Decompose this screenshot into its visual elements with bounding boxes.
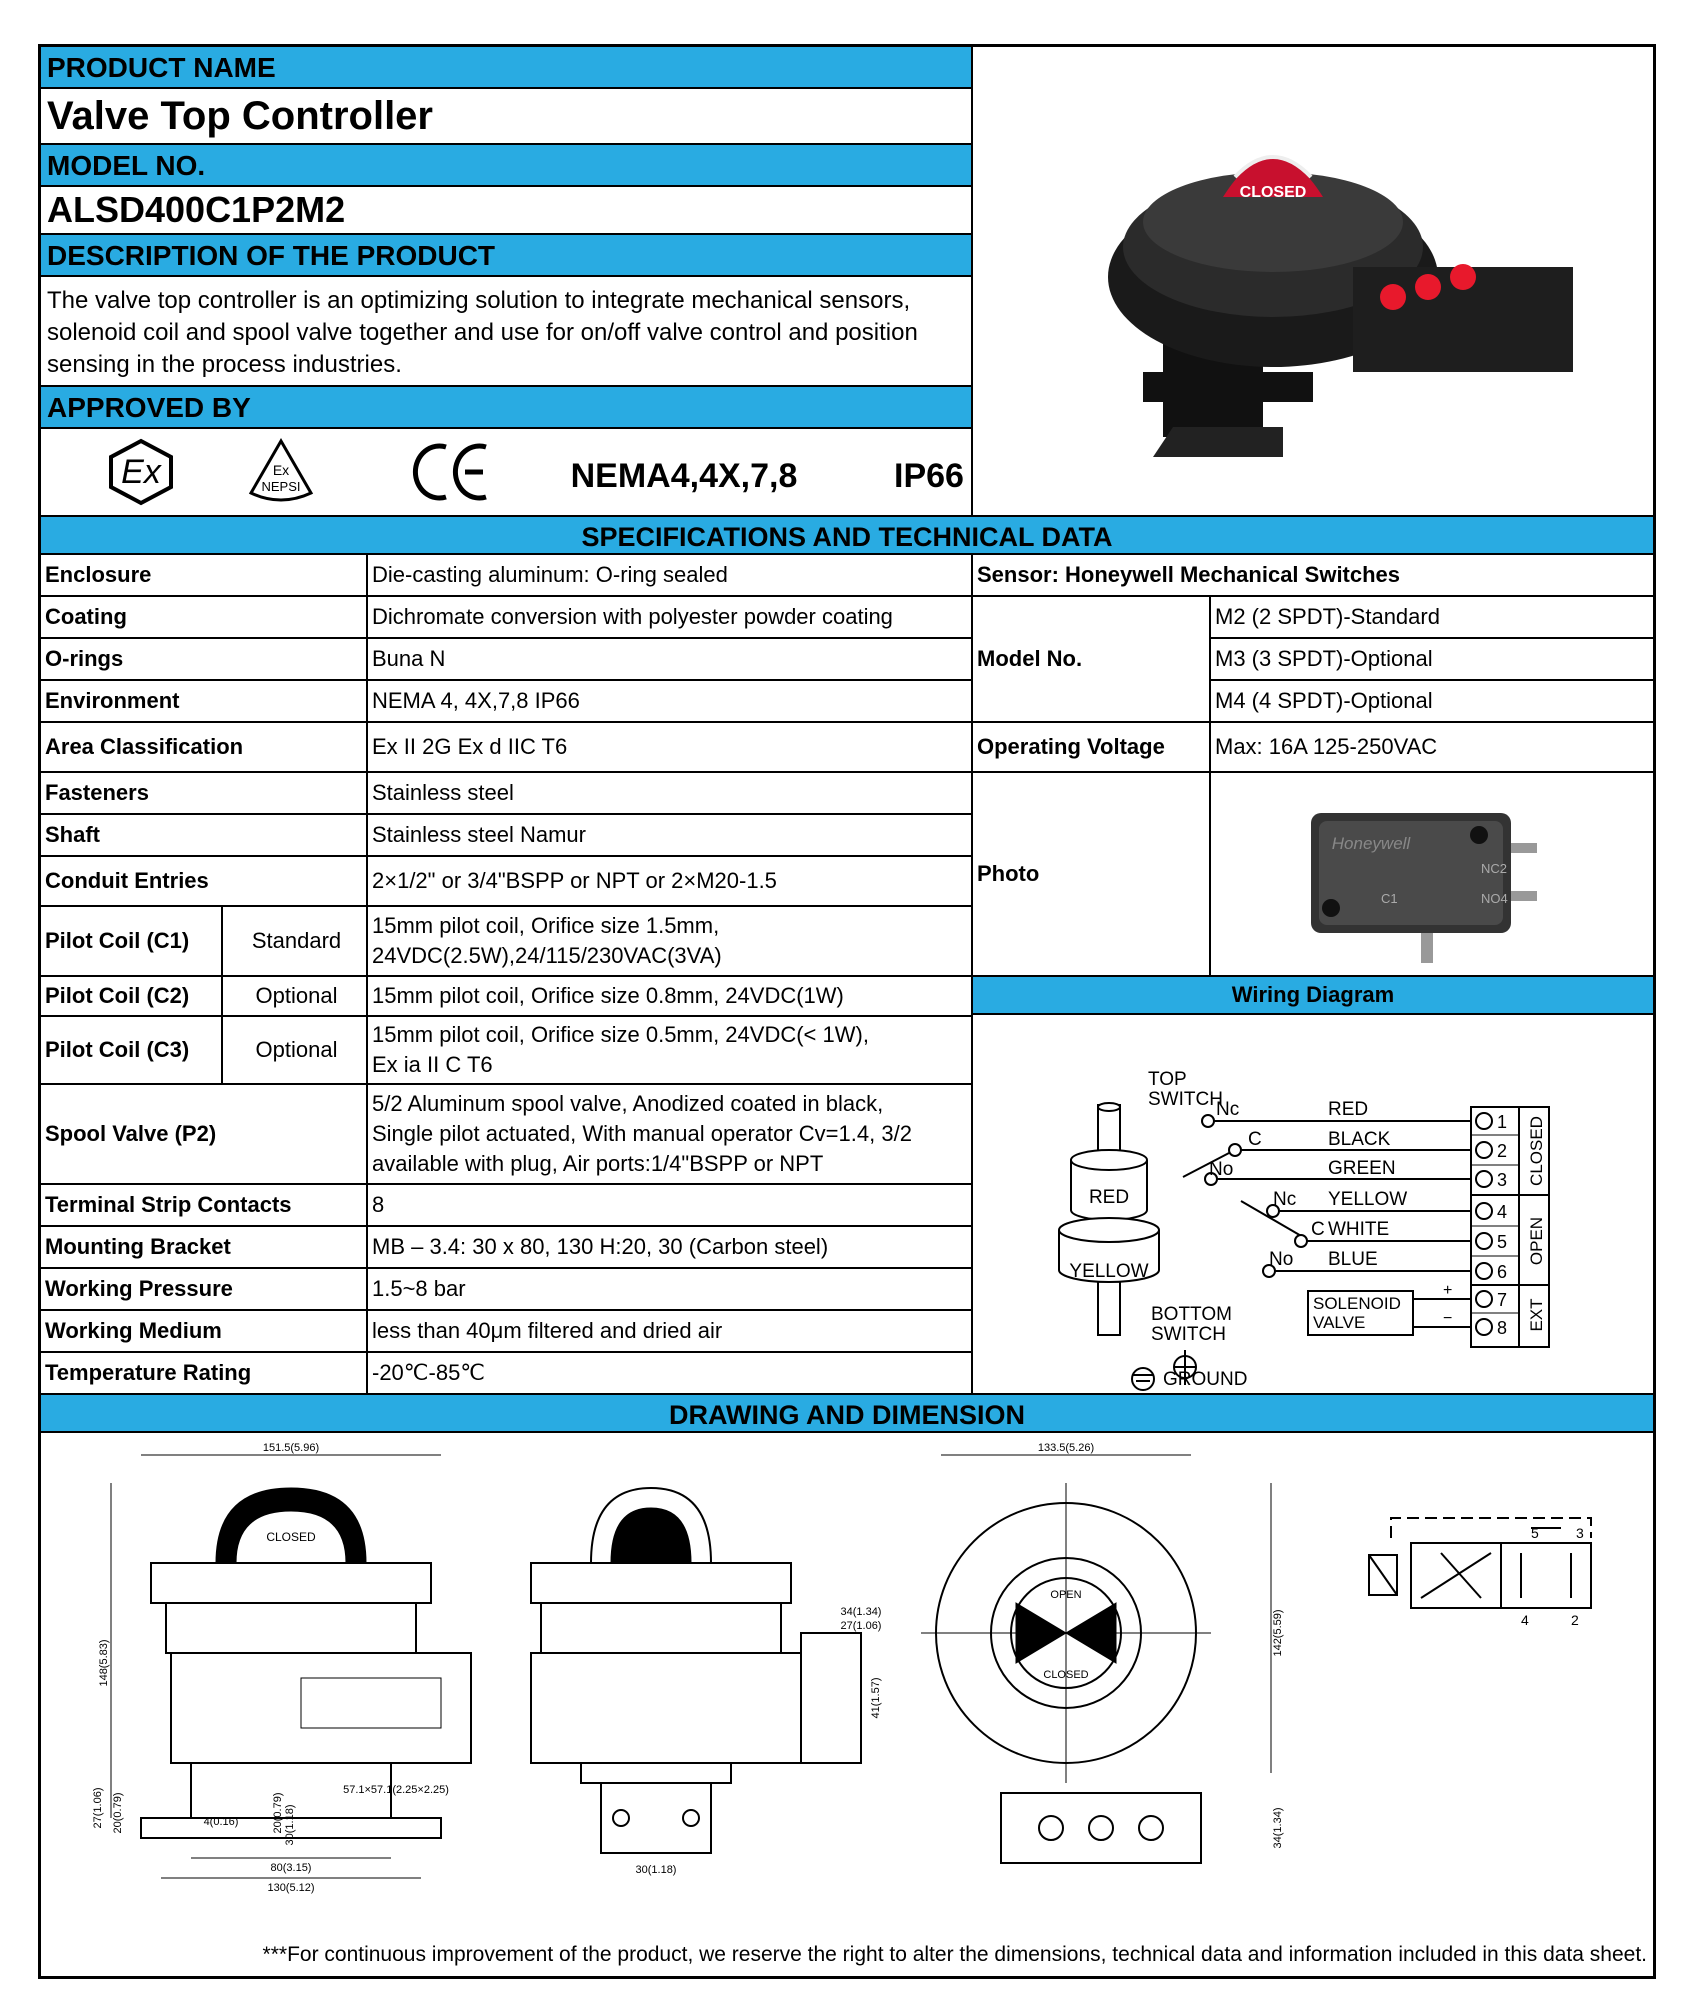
micro-switch-image bbox=[1211, 773, 1651, 975]
drawing-header: DRAWING AND DIMENSION bbox=[41, 1393, 1653, 1433]
svg-text:5: 5 bbox=[1497, 1232, 1508, 1252]
spec-label: Temperature Rating bbox=[45, 1360, 252, 1385]
svg-text:4: 4 bbox=[1497, 1202, 1508, 1222]
sensor-model-label: Model No. bbox=[977, 646, 1083, 671]
spec-value: Buna N bbox=[372, 646, 446, 671]
top-view-drawing bbox=[921, 1442, 1284, 1863]
svg-text:NEPSI: NEPSI bbox=[261, 479, 301, 494]
spec-label: Spool Valve (P2) bbox=[45, 1121, 217, 1146]
spec-value: 5/2 Aluminum spool valve, Anodized coated in black, Single pilot actuated, With manual operator Cv=1.4, 3/2 available with plug, Air ports:1/4"BSPP or NPT bbox=[372, 1091, 912, 1176]
footer-note: ***For continuous improvement of the product, we reserve the right to alter the dimensions, technical data and information included in this data sheet. bbox=[262, 1943, 1647, 1966]
svg-text:Ex: Ex bbox=[272, 462, 290, 478]
side-view-drawing bbox=[531, 1488, 882, 1876]
svg-text:BLACK: BLACK bbox=[1328, 1129, 1391, 1150]
svg-text:YELLOW: YELLOW bbox=[1069, 1261, 1149, 1282]
spec-label: Coating bbox=[45, 604, 127, 629]
description-text: The valve top controller is an optimizing solution to integrate mechanical sensors, solenoid coil and spool valve together and use for on/off valve control and position sensing in the process industries. bbox=[41, 277, 973, 387]
svg-text:4: 4 bbox=[1521, 1612, 1529, 1628]
switch-photo bbox=[1211, 773, 1651, 975]
svg-text:CLOSED: CLOSED bbox=[266, 1530, 316, 1544]
svg-text:EXT: EXT bbox=[1527, 1298, 1546, 1332]
svg-text:27(1.06): 27(1.06) bbox=[92, 1787, 104, 1829]
sensor-panel bbox=[973, 555, 1653, 1037]
svg-text:CLOSED: CLOSED bbox=[1527, 1116, 1546, 1186]
atex-ex-icon bbox=[111, 441, 171, 503]
product-photo bbox=[973, 47, 1653, 515]
svg-text:130(5.12): 130(5.12) bbox=[267, 1882, 315, 1894]
model-no: ALSD400C1P2M2 bbox=[41, 187, 973, 235]
svg-text:Honeywell: Honeywell bbox=[1331, 834, 1411, 853]
approved-by-header: APPROVED BY bbox=[41, 387, 973, 429]
spec-value: 15mm pilot coil, Orifice size 0.5mm, 24VDC(< 1W), Ex ia II C T6 bbox=[372, 1022, 869, 1077]
wiring-diagram-svg bbox=[973, 1015, 1653, 1393]
svg-text:RED: RED bbox=[1328, 1099, 1369, 1120]
svg-text:4(0.16): 4(0.16) bbox=[203, 1816, 239, 1828]
svg-text:VALVE: VALVE bbox=[1313, 1313, 1366, 1332]
svg-text:151.5(5.96): 151.5(5.96) bbox=[262, 1442, 320, 1454]
svg-text:RED: RED bbox=[1088, 1187, 1130, 1208]
product-name-header: PRODUCT NAME bbox=[41, 47, 973, 89]
svg-text:20(0.79): 20(0.79) bbox=[112, 1792, 124, 1834]
svg-text:7: 7 bbox=[1497, 1290, 1508, 1310]
svg-text:148(5.83): 148(5.83) bbox=[98, 1639, 110, 1687]
sensor-model: M4 (4 SPDT)-Optional bbox=[1215, 688, 1433, 713]
wiring-header: Wiring Diagram bbox=[973, 977, 1653, 1013]
spec-label: Working Medium bbox=[45, 1318, 222, 1343]
front-view-drawing bbox=[92, 1442, 471, 1894]
spec-value: Ex II 2G Ex d IIC T6 bbox=[372, 734, 568, 759]
svg-text:SWITCH: SWITCH bbox=[1148, 1089, 1223, 1110]
svg-text:27(1.06): 27(1.06) bbox=[840, 1620, 882, 1632]
svg-text:3: 3 bbox=[1576, 1525, 1584, 1541]
svg-text:+: + bbox=[1443, 1282, 1453, 1299]
spec-value: -20℃-85℃ bbox=[372, 1360, 486, 1385]
photo-label: Photo bbox=[977, 861, 1040, 886]
svg-text:41(1.57): 41(1.57) bbox=[870, 1677, 882, 1719]
svg-text:OPEN: OPEN bbox=[1527, 1216, 1546, 1266]
svg-text:OPEN: OPEN bbox=[1050, 1589, 1082, 1601]
spec-value: Stainless steel bbox=[372, 780, 514, 805]
ip-rating: IP66 bbox=[894, 457, 964, 495]
svg-text:80(3.15): 80(3.15) bbox=[270, 1862, 312, 1874]
spec-label: Enclosure bbox=[45, 562, 152, 587]
svg-text:TOP: TOP bbox=[1148, 1069, 1187, 1090]
svg-text:GROUND: GROUND bbox=[1163, 1369, 1248, 1390]
voltage-label: Operating Voltage bbox=[977, 734, 1165, 759]
approval-logos bbox=[41, 429, 973, 515]
spec-value: Die-casting aluminum: O-ring sealed bbox=[372, 562, 728, 587]
wiring-diagram bbox=[973, 1015, 1653, 1393]
spec-value: less than 40μm filtered and dried air bbox=[372, 1318, 723, 1343]
svg-text:CLOSED: CLOSED bbox=[1239, 184, 1307, 201]
spec-label: Mounting Bracket bbox=[45, 1234, 231, 1259]
svg-text:34(1.34): 34(1.34) bbox=[1272, 1807, 1284, 1849]
svg-text:Nc: Nc bbox=[1216, 1099, 1240, 1120]
spec-value: 8 bbox=[372, 1192, 385, 1217]
product-name: Valve Top Controller bbox=[41, 89, 973, 145]
datasheet bbox=[38, 44, 1656, 1979]
svg-text:Nc: Nc bbox=[1273, 1189, 1297, 1210]
spec-value: Dichromate conversion with polyester powder coating bbox=[372, 604, 893, 629]
svg-text:3: 3 bbox=[1497, 1170, 1508, 1190]
spec-value: 1.5~8 bar bbox=[372, 1276, 466, 1301]
spec-label: Working Pressure bbox=[45, 1276, 233, 1301]
svg-text:CLOSED: CLOSED bbox=[1043, 1669, 1089, 1681]
svg-text:NO4: NO4 bbox=[1481, 891, 1508, 906]
spec-label: Shaft bbox=[45, 822, 100, 847]
spec-value: 15mm pilot coil, Orifice size 0.8mm, 24VDC(1W) bbox=[372, 983, 844, 1008]
spec-label: O-rings bbox=[45, 646, 124, 671]
svg-text:6: 6 bbox=[1497, 1262, 1508, 1282]
svg-text:133.5(5.26): 133.5(5.26) bbox=[1037, 1442, 1095, 1454]
nepsi-icon bbox=[251, 441, 311, 500]
voltage-value: Max: 16A 125-250VAC bbox=[1215, 734, 1438, 759]
spec-label: Conduit Entries bbox=[45, 868, 209, 893]
svg-text:34(1.34): 34(1.34) bbox=[840, 1606, 882, 1618]
spec-sub: Optional bbox=[255, 983, 338, 1008]
sensor-model: M3 (3 SPDT)-Optional bbox=[1215, 646, 1433, 671]
svg-text:30(1.18): 30(1.18) bbox=[635, 1864, 677, 1876]
svg-text:142(5.59): 142(5.59) bbox=[1272, 1609, 1284, 1657]
spec-value: NEMA 4, 4X,7,8 IP66 bbox=[372, 688, 580, 713]
svg-text:NC2: NC2 bbox=[1481, 861, 1508, 876]
svg-text:−: − bbox=[1443, 1310, 1453, 1327]
nema-rating: NEMA4,4X,7,8 bbox=[570, 457, 798, 495]
svg-text:C1: C1 bbox=[1381, 891, 1398, 906]
sensor-model: M2 (2 SPDT)-Standard bbox=[1215, 604, 1440, 629]
svg-text:20(0.79): 20(0.79) bbox=[272, 1792, 284, 1834]
description-header: DESCRIPTION OF THE PRODUCT bbox=[41, 235, 973, 277]
spec-value: 2×1/2" or 3/4"BSPP or NPT or 2×M20-1.5 bbox=[372, 868, 777, 893]
svg-text:SOLENOID: SOLENOID bbox=[1313, 1294, 1401, 1313]
svg-text:5: 5 bbox=[1531, 1525, 1539, 1541]
specs-header: SPECIFICATIONS AND TECHNICAL DATA bbox=[41, 515, 1653, 555]
spec-value: 15mm pilot coil, Orifice size 1.5mm, 24VDC(2.5W),24/115/230VAC(3VA) bbox=[372, 913, 722, 968]
svg-text:No: No bbox=[1269, 1249, 1294, 1270]
svg-text:GREEN: GREEN bbox=[1328, 1158, 1396, 1179]
svg-text:Ex: Ex bbox=[121, 453, 161, 491]
svg-text:SWITCH: SWITCH bbox=[1151, 1324, 1226, 1345]
dimension-drawings bbox=[41, 1433, 1653, 1933]
spec-value: MB – 3.4: 30 x 80, 130 H:20, 30 (Carbon steel) bbox=[372, 1234, 829, 1259]
model-no-header: MODEL NO. bbox=[41, 145, 973, 187]
svg-text:1: 1 bbox=[1497, 1112, 1508, 1132]
svg-text:2: 2 bbox=[1497, 1141, 1508, 1161]
svg-text:8: 8 bbox=[1497, 1318, 1508, 1338]
spec-label: Environment bbox=[45, 688, 180, 713]
dimension-drawings-svg bbox=[41, 1433, 1653, 1933]
spec-label: Terminal Strip Contacts bbox=[45, 1192, 292, 1217]
svg-text:30(1.18): 30(1.18) bbox=[284, 1804, 296, 1846]
svg-text:C: C bbox=[1248, 1129, 1262, 1150]
spec-label: Fasteners bbox=[45, 780, 149, 805]
approvals-row bbox=[41, 429, 973, 515]
specs-table bbox=[41, 555, 973, 1393]
svg-text:C: C bbox=[1311, 1219, 1325, 1240]
svg-text:YELLOW: YELLOW bbox=[1328, 1189, 1408, 1210]
product-photo-image bbox=[973, 47, 1653, 515]
spec-label: Area Classification bbox=[45, 734, 244, 759]
spec-value: Stainless steel Namur bbox=[372, 822, 586, 847]
ce-mark-icon bbox=[415, 446, 486, 498]
svg-text:57.1×57.1(2.25×2.25): 57.1×57.1(2.25×2.25) bbox=[343, 1784, 449, 1796]
spec-label: Pilot Coil (C2) bbox=[45, 983, 190, 1008]
spec-label: Pilot Coil (C1) bbox=[45, 928, 190, 953]
svg-text:2: 2 bbox=[1571, 1612, 1579, 1628]
sensor-title: Sensor: Honeywell Mechanical Switches bbox=[977, 562, 1401, 587]
svg-text:No: No bbox=[1209, 1159, 1234, 1180]
svg-text:BLUE: BLUE bbox=[1328, 1249, 1378, 1270]
svg-text:BOTTOM: BOTTOM bbox=[1151, 1304, 1232, 1325]
spec-sub: Standard bbox=[251, 928, 342, 953]
svg-text:WHITE: WHITE bbox=[1328, 1219, 1390, 1240]
valve-symbol bbox=[1369, 1518, 1591, 1628]
spec-label: Pilot Coil (C3) bbox=[45, 1037, 190, 1062]
spec-sub: Optional bbox=[255, 1037, 338, 1062]
